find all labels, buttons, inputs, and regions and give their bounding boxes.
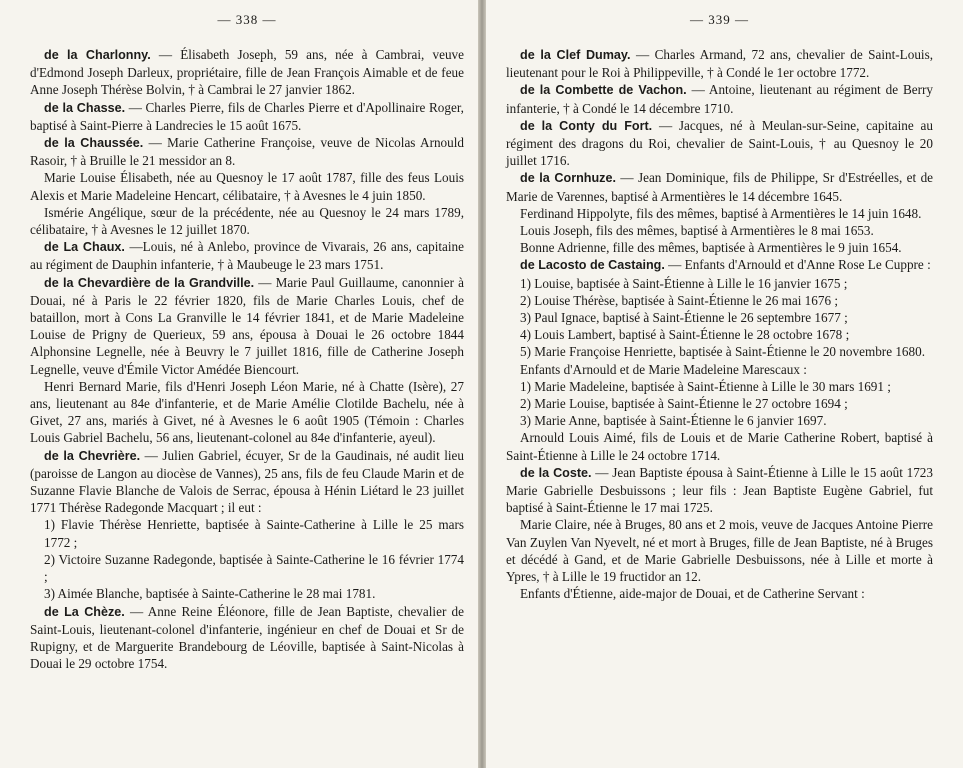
- entry-text: — Jean Baptiste épousa à Saint-Étienne à Lille le 15 août 1723 Marie Gabrielle Desbuissons ; leur fils : Jean Baptiste Eugène Gabriel, fut baptisé à Saint-Étienne le 17 mai 1725.: [506, 464, 933, 516]
- entry-text: 3) Aimée Blanche, baptisée à Sainte-Catherine le 28 mai 1781.: [44, 586, 376, 602]
- entry-name: de la Coste.: [520, 465, 592, 480]
- entry-paragraph: [506, 429, 933, 463]
- entry-text: Ferdinand Hippolyte, fils des mêmes, baptisé à Armentières le 14 juin 1648.: [520, 205, 922, 221]
- page-body: [30, 46, 464, 672]
- entry-text: — Jean Dominique, fils de Philippe, Sr d'Estréelles, et de Marie de Varennes, baptisé à Armentières le 14 décembre 1645.: [506, 170, 934, 204]
- entry-paragraph: [506, 169, 933, 204]
- entry-paragraph: [506, 205, 933, 222]
- entry-text: — Marie Catherine Françoise, veuve de Nicolas Arnould Rasoir, † à Bruille le 21 messidor an 8.: [30, 135, 464, 169]
- list-item: [506, 412, 933, 429]
- entry-text: — Marie Paul Guillaume, canonnier à Douai, né à Paris le 22 février 1820, fils de Marie Charles Louis, chef de bataillon, mort à Cons La Granville le 14 février 1841, et de Marie Madeleine Louise de Prigny de Querieux, 59 ans, épousa à Douai le 26 octobre 1844 Alphonsine Legnelle, née à Beuvry le 7 juillet 1816, fille de Catherine Joseph Legnelle, veuve d'Émile Victor Amédée Biencourt.: [30, 274, 464, 377]
- entry-text: Henri Bernard Marie, fils d'Henri Joseph Léon Marie, né à Chatte (Isère), 27 ans, lieutenant au 84e d'infanterie, et de Marie Amélie Clotilde Bachelu, née à Givet, 27 ans, mariés à Givet, né à Avesnes le 6 août 1905 (Témoin : Charles Louis Gabriel Bachelu, 56 ans, lieutenant-colonel au 84e d'infanterie, ayeul).: [30, 378, 464, 446]
- entry-text: — Charles Pierre, fils de Charles Pierre et d'Apollinaire Roger, baptisé à Saint-Pierre à Landrecies le 15 août 1675.: [30, 99, 464, 133]
- entry-paragraph: [30, 274, 464, 378]
- entry-name: de la Chevrière.: [44, 448, 141, 463]
- entry-paragraph: [506, 361, 933, 378]
- entry-name: de La Chèze.: [44, 604, 125, 619]
- entry-text: — Enfants d'Arnould et d'Anne Rose Le Cuppre :: [664, 257, 931, 273]
- entry-text: Arnould Louis Aimé, fils de Louis et de Marie Catherine Robert, baptisé à Saint-Étienne à Lille le 24 octobre 1714.: [506, 430, 933, 463]
- entry-text: 2) Louise Thérèse, baptisée à Saint-Étienne le 26 mai 1676 ;: [520, 292, 838, 308]
- entry-name: de la Clef Dumay.: [520, 48, 631, 62]
- entry-paragraph: [30, 99, 464, 134]
- entry-paragraph: [30, 134, 464, 169]
- entry-paragraph: [30, 603, 464, 673]
- entry-text: 4) Louis Lambert, baptisé à Saint-Étienne le 28 octobre 1678 ;: [520, 327, 850, 343]
- book-gutter: [478, 0, 486, 768]
- entry-text: 1) Marie Madeleine, baptisée à Saint-Étienne à Lille le 30 mars 1691 ;: [520, 378, 891, 394]
- entry-paragraph: [506, 81, 933, 116]
- page-body: [506, 46, 933, 603]
- entry-text: Marie Louise Élisabeth, née au Quesnoy le 17 août 1787, fille des feus Louis Alexis et Marie Madeleine Hencart, célibataire, † à Avesnes le 4 juin 1850.: [30, 170, 464, 203]
- entry-paragraph: [506, 239, 933, 256]
- entry-text: Marie Claire, née à Bruges, 80 ans et 2 mois, veuve de Jacques Antoine Pierre Van Zuylen Van Nyevelt, né et mort à Bruges, fille de Jean Baptiste, né à Bruges et décédé à Gand, et de Marie Gabrielle Desbuissons, née à Lille et morte à Ypres, † à Lille le 19 fructidor an 12.: [506, 517, 933, 585]
- entry-text: Ismérie Angélique, sœur de la précédente, née au Quesnoy le 24 mars 1789, célibataire, † à Avesnes le 12 juillet 1870.: [30, 204, 464, 238]
- entry-paragraph: [30, 378, 464, 447]
- entry-name: de la Cornhuze.: [520, 171, 616, 186]
- list-item: [30, 516, 464, 550]
- left-page: [0, 0, 478, 768]
- list-item: [506, 378, 933, 395]
- entry-paragraph: [30, 238, 464, 273]
- entry-name: de la Chevardière de la Grandville.: [44, 275, 255, 290]
- entry-text: — Élisabeth Joseph, 59 ans, née à Cambrai, veuve d'Edmond Joseph Darleux, propriétaire, fille de Jean François Aimable et de feue Anne Joseph Thérèse Bolvin, † à Cambrai le 27 janvier 1862.: [30, 47, 464, 98]
- entry-paragraph: [506, 46, 933, 81]
- entry-name: de Lacosto de Castaing.: [520, 258, 665, 273]
- entry-text: —Louis, né à Anlebo, province de Vivarais, 26 ans, capitaine au régiment de Dauphin infanterie, † à Maubeuge le 23 mars 1751.: [30, 239, 464, 273]
- page-number: — 338 —: [217, 12, 277, 27]
- entry-paragraph: [30, 204, 464, 238]
- entry-text: 3) Paul Ignace, baptisé à Saint-Étienne le 26 septembre 1677 ;: [520, 310, 848, 326]
- entry-paragraph: [506, 117, 933, 170]
- entry-name: de la Charlonny.: [44, 48, 151, 62]
- entry-text: — Jacques, né à Meulan-sur-Seine, capitaine au régiment des dragons du Roi, chevalier de Saint-Louis, † au Quesnoy le 20 juillet 1716.: [506, 117, 933, 169]
- entry-text: — Charles Armand, 72 ans, chevalier de Saint-Louis, lieutenant pour le Roi à Philippeville, † à Condé le 1er octobre 1772.: [506, 47, 933, 81]
- entry-text: — Julien Gabriel, écuyer, Sr de la Gaudinais, né audit lieu (paroisse de Langon au diocèse de Vannes), 25 ans, fils de feu Claude Marin et de Suzanne Flavie Blanche de Valois de Serrac, épousa à Hénin Liétard le 23 juillet 1771 Thérèse Radegonde Macquart ; il eut :: [30, 447, 464, 516]
- entry-text: Enfants d'Étienne, aide-major de Douai, et de Catherine Servant :: [520, 586, 865, 602]
- entry-text: 2) Victoire Suzanne Radegonde, baptisée à Sainte-Catherine le 16 février 1774 ;: [44, 551, 464, 585]
- list-item: [506, 326, 933, 343]
- list-item: [506, 275, 933, 292]
- entry-text: 2) Marie Louise, baptisée à Saint-Étienne le 27 octobre 1694 ;: [520, 396, 848, 412]
- entry-text: — Anne Reine Éléonore, fille de Jean Baptiste, chevalier de Saint-Louis, lieutenant-colonel d'infanterie, ingénieur en chef de Douai et Sr de Rupigny, et de Marguerite Brandebourg de Léoville, baptisée à Saint-Nicolas à Douai le 29 octobre 1754.: [30, 603, 464, 672]
- entry-text: 3) Marie Anne, baptisée à Saint-Étienne le 6 janvier 1697.: [520, 413, 827, 429]
- entry-text: Louis Joseph, fils des mêmes, baptisé à Armentières le 8 mai 1653.: [520, 223, 874, 239]
- entry-text: 1) Flavie Thérèse Henriette, baptisée à Sainte-Catherine à Lille le 25 mars 1772 ;: [44, 517, 464, 550]
- list-item: [30, 585, 464, 602]
- right-page: [486, 0, 963, 768]
- entry-name: de La Chaux.: [44, 240, 125, 255]
- entry-name: de la Chaussée.: [44, 136, 144, 151]
- entry-text: — Antoine, lieutenant au régiment de Berry infanterie, † à Condé le 14 décembre 1710.: [506, 82, 933, 116]
- entry-paragraph: [506, 516, 933, 585]
- entry-name: de la Conty du Fort.: [520, 118, 653, 133]
- page-number: — 339 —: [690, 12, 749, 27]
- entry-name: de la Chasse.: [44, 100, 126, 115]
- list-item: [30, 551, 464, 585]
- entry-paragraph: [30, 46, 464, 99]
- list-item: [506, 343, 933, 360]
- entry-text: Enfants d'Arnould et de Marie Madeleine Marescaux :: [520, 361, 807, 377]
- list-item: [506, 395, 933, 412]
- entry-paragraph: [506, 464, 933, 517]
- entry-text: 1) Louise, baptisée à Saint-Étienne à Lille le 16 janvier 1675 ;: [520, 275, 848, 291]
- list-item: [506, 292, 933, 309]
- entry-paragraph: [506, 256, 933, 274]
- list-item: [506, 309, 933, 326]
- entry-paragraph: [506, 222, 933, 239]
- entry-paragraph: [30, 447, 464, 517]
- entry-name: de la Combette de Vachon.: [520, 83, 687, 98]
- entry-text: 5) Marie Françoise Henriette, baptisée à Saint-Étienne le 20 novembre 1680.: [520, 344, 926, 360]
- entry-paragraph: [30, 169, 464, 203]
- entry-paragraph: [506, 585, 933, 602]
- entry-text: Bonne Adrienne, fille des mêmes, baptisée à Armentières le 9 juin 1654.: [520, 240, 902, 256]
